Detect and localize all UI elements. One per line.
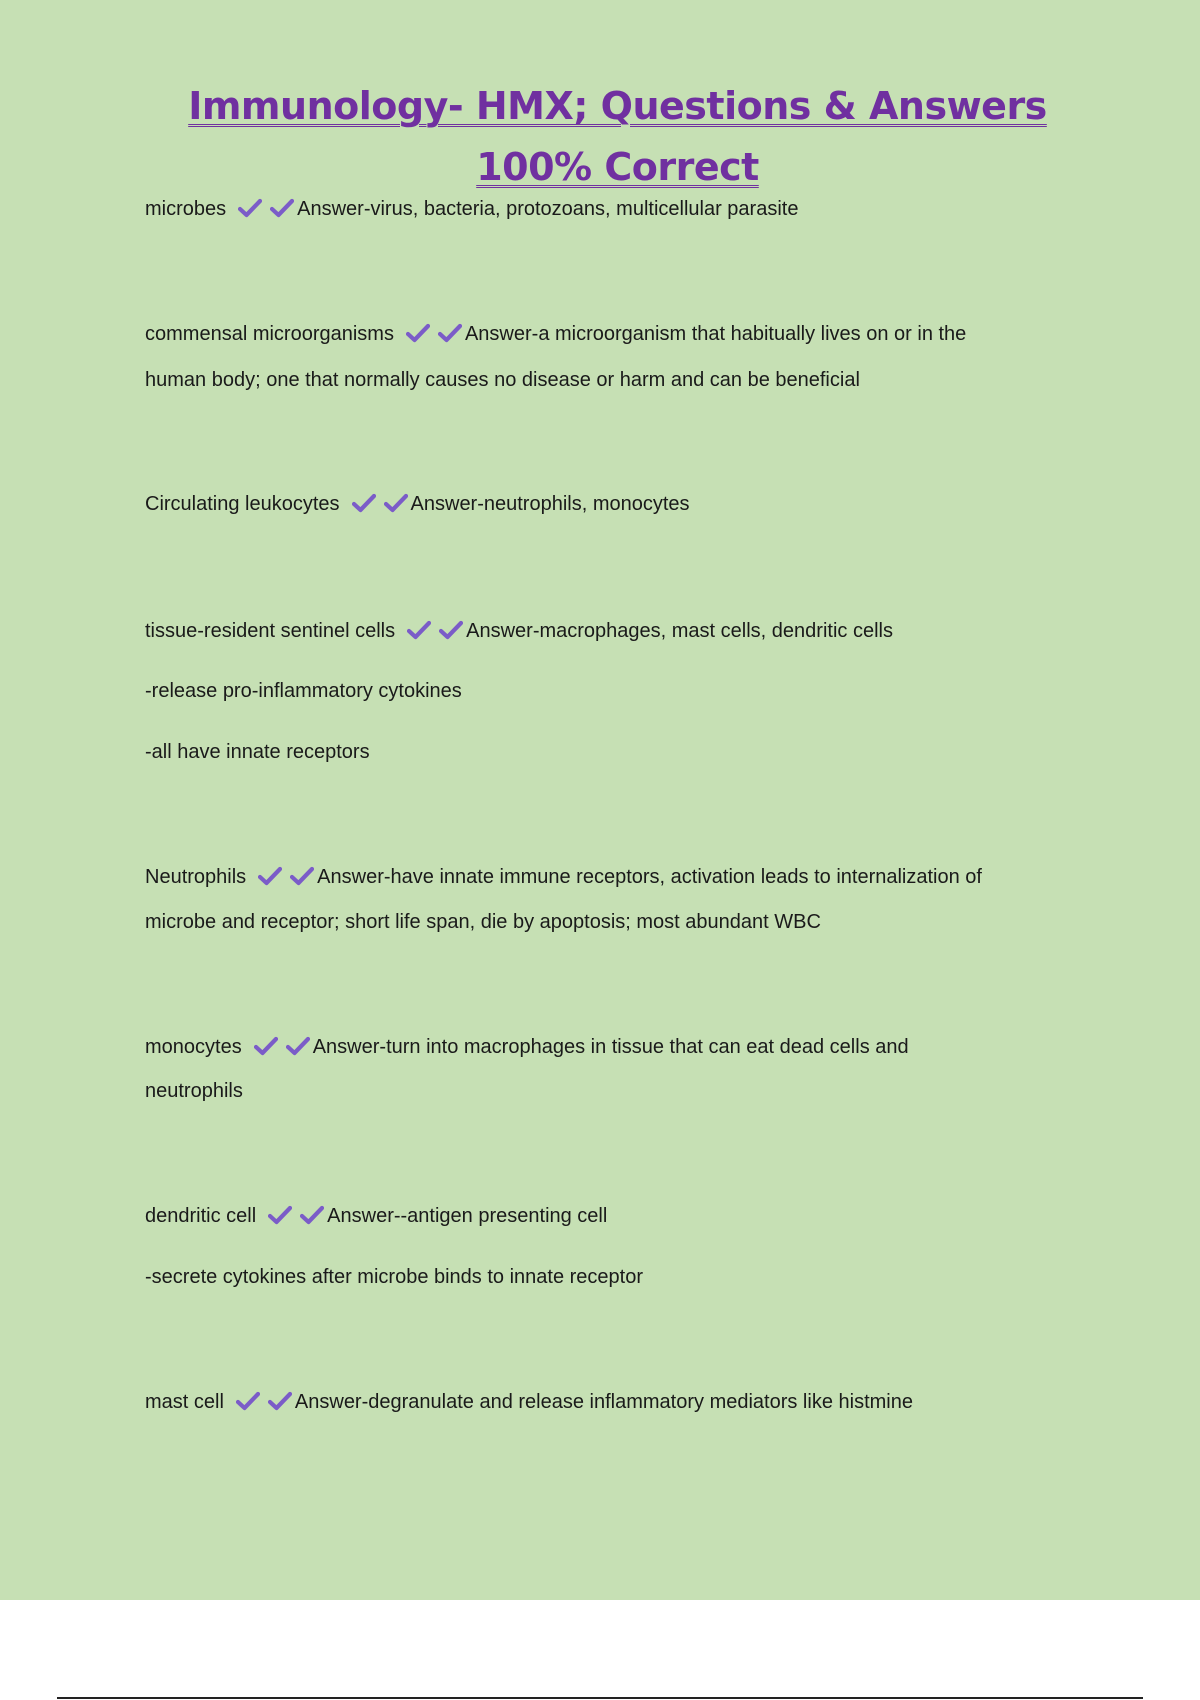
checkmark-icon	[258, 866, 282, 886]
check-pair	[258, 866, 314, 892]
title-line-1: Immunology- HMX; Questions & Answers	[188, 84, 1047, 128]
entry-answer: Answer-virus, bacteria, protozoans, multicellular parasite	[297, 198, 799, 220]
entry-term: microbes	[145, 198, 227, 220]
entry-answer: Answer-a microorganism that habitually lives on or in the	[464, 323, 967, 345]
entry-monocytes	[145, 1035, 909, 1062]
entry-term: Neutrophils	[145, 866, 247, 888]
checkmark-icon	[352, 493, 376, 513]
entry-note: -all have innate receptors	[145, 741, 370, 763]
entry-term: tissue-resident sentinel cells	[145, 620, 396, 642]
checkmark-icon	[270, 198, 294, 218]
checkmark-icon	[407, 620, 431, 640]
checkmark-icon	[268, 1391, 292, 1411]
check-pair	[238, 198, 294, 224]
entry-answer: Answer-macrophages, mast cells, dendritic cells	[466, 620, 893, 642]
check-pair	[407, 620, 463, 646]
entry-dendritic-cell	[145, 1204, 607, 1231]
entry-continuation: human body; one that normally causes no disease or harm and can be beneficial	[145, 369, 860, 391]
entry-answer: Answer-degranulate and release inflammatory mediators like histmine	[294, 1391, 913, 1413]
entry-microbes	[145, 197, 798, 224]
entry-term: mast cell	[145, 1391, 224, 1413]
checkmark-icon	[286, 1036, 310, 1056]
entry-continuation: neutrophils	[145, 1080, 243, 1102]
entry-commensal-microorganisms	[145, 322, 966, 349]
check-pair	[406, 323, 462, 349]
entry-continuation: microbe and receptor; short life span, die by apoptosis; most abundant WBC	[145, 911, 821, 933]
checkmark-icon	[300, 1205, 324, 1225]
checkmark-icon	[254, 1036, 278, 1056]
entry-answer: Answer-turn into macrophages in tissue that can eat dead cells and	[312, 1036, 909, 1058]
entry-tissue-resident-sentinel-cells	[145, 619, 893, 646]
entry-term: monocytes	[145, 1036, 242, 1058]
entry-note: -release pro-inflammatory cytokines	[145, 680, 462, 702]
entry-mast-cell	[145, 1390, 913, 1417]
check-pair	[352, 493, 408, 519]
entry-term: commensal microorganisms	[145, 323, 394, 345]
check-pair	[236, 1391, 292, 1417]
checkmark-icon	[406, 323, 430, 343]
entry-neutrophils	[145, 865, 982, 892]
entry-answer: Answer-neutrophils, monocytes	[410, 493, 690, 515]
check-pair	[254, 1036, 310, 1062]
entry-note: -secrete cytokines after microbe binds to innate receptor	[145, 1266, 644, 1288]
document-title	[0, 76, 1200, 198]
footer-divider	[57, 1697, 1143, 1699]
entry-answer: Answer-have innate immune receptors, activation leads to internalization of	[317, 866, 982, 888]
entry-circulating-leukocytes	[145, 492, 690, 519]
checkmark-icon	[238, 198, 262, 218]
title-line-2: 100% Correct	[476, 145, 759, 189]
checkmark-icon	[236, 1391, 260, 1411]
checkmark-icon	[384, 493, 408, 513]
checkmark-icon	[438, 323, 462, 343]
checkmark-icon	[439, 620, 463, 640]
entry-answer: Answer--antigen presenting cell	[327, 1205, 608, 1227]
checkmark-icon	[290, 866, 314, 886]
entry-term: Circulating leukocytes	[145, 493, 340, 515]
entry-term: dendritic cell	[145, 1205, 257, 1227]
checkmark-icon	[268, 1205, 292, 1225]
check-pair	[268, 1205, 324, 1231]
